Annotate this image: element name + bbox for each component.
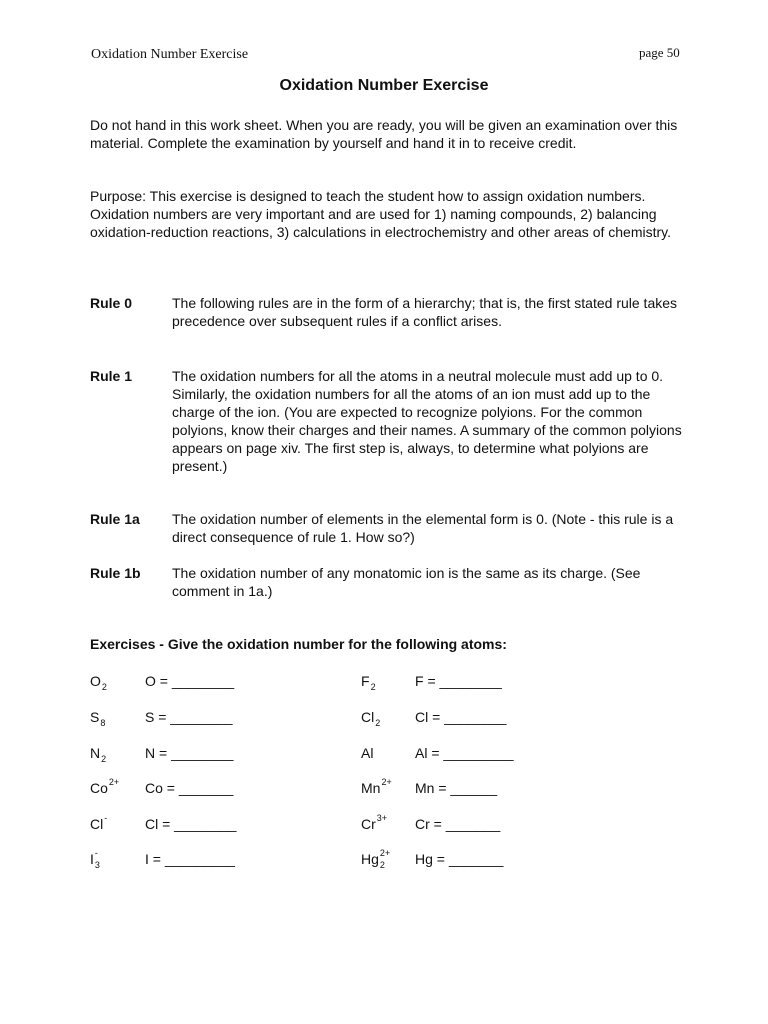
rule-0-label: Rule 0 xyxy=(90,295,133,311)
exercise-species: S 8 xyxy=(90,709,106,728)
rule-1a-text: The oxidation number of elements in the elemental form is 0. (Note - this rule is a direct consequence of rule 1. How so?) xyxy=(172,511,674,545)
exercise-species: Cr 3+ xyxy=(361,813,388,832)
exercise-species: N 2 xyxy=(90,745,107,764)
exercise-species: Cl 2 xyxy=(361,709,381,728)
answer-blank[interactable]: Mn = ______ xyxy=(415,780,498,796)
answer-blank[interactable]: Hg = _______ xyxy=(415,851,504,867)
exercise-species: Hg 2+ 2 xyxy=(361,848,391,870)
rule-1-label: Rule 1 xyxy=(90,368,133,384)
exercises-heading: Exercises - Give the oxidation number for the following atoms: xyxy=(90,636,507,652)
answer-blank[interactable]: Co = _______ xyxy=(145,780,234,796)
answer-blank[interactable]: Cl = ________ xyxy=(145,816,237,832)
answer-blank[interactable]: Cl = ________ xyxy=(415,709,507,725)
answer-blank[interactable]: F = ________ xyxy=(415,673,502,689)
exercise-species: Mn 2+ xyxy=(361,777,392,796)
rule-1a-label: Rule 1a xyxy=(90,511,140,527)
exercise-species: Co 2+ xyxy=(90,777,120,796)
answer-blank[interactable]: N = ________ xyxy=(145,745,234,761)
page-title: Oxidation Number Exercise xyxy=(279,77,489,94)
answer-blank[interactable]: S = ________ xyxy=(145,709,233,725)
exercise-species: Cl - xyxy=(90,813,108,832)
rule-0-text: The following rules are in the form of a hierarchy; that is, the first stated rule takes precedence over subsequent rules if a conflict arises. xyxy=(172,295,678,329)
answer-blank[interactable]: Al = _________ xyxy=(415,745,514,761)
exercise-species: F 2 xyxy=(361,673,376,692)
purpose-paragraph: Purpose: This exercise is designed to teach the student how to assign oxidation numbers. Oxidation numbers are very important and are used for 1) naming compounds, 2) balancing oxidation-reduction reactions, 3) calculations in electrochemistry and other areas of chemistry. xyxy=(90,188,672,240)
exercise-species: Al xyxy=(361,745,374,761)
exercise-species: O 2 xyxy=(90,673,107,692)
answer-blank[interactable]: I = _________ xyxy=(145,851,235,867)
rule-1b-text: The oxidation number of any monatomic ion is the same as its charge. (See comment in 1a.) xyxy=(172,565,641,599)
answer-blank[interactable]: Cr = _______ xyxy=(415,816,501,832)
intro-paragraph: Do not hand in this work sheet. When you are ready, you will be given an examination over this material. Complete the examination by yourself and hand it in to receive credit. xyxy=(90,117,678,151)
running-header: Oxidation Number Exercise xyxy=(91,47,249,62)
page-number: page 50 xyxy=(639,45,680,60)
answer-blank[interactable]: O = ________ xyxy=(145,673,235,689)
rule-1b-label: Rule 1b xyxy=(90,565,141,581)
rule-1-text: The oxidation numbers for all the atoms in a neutral molecule must add up to 0. Similarly, the oxidation numbers for all the atoms of an ion must add up to the charge of the ion. (You are expected to recognize polyions. For the common polyions, know their charges and their names. A summary of the common polyions appears on page xiv. The first step is, always, to determine what polyions are present.) xyxy=(172,368,682,474)
exercise-species: I - 3 xyxy=(90,848,100,870)
